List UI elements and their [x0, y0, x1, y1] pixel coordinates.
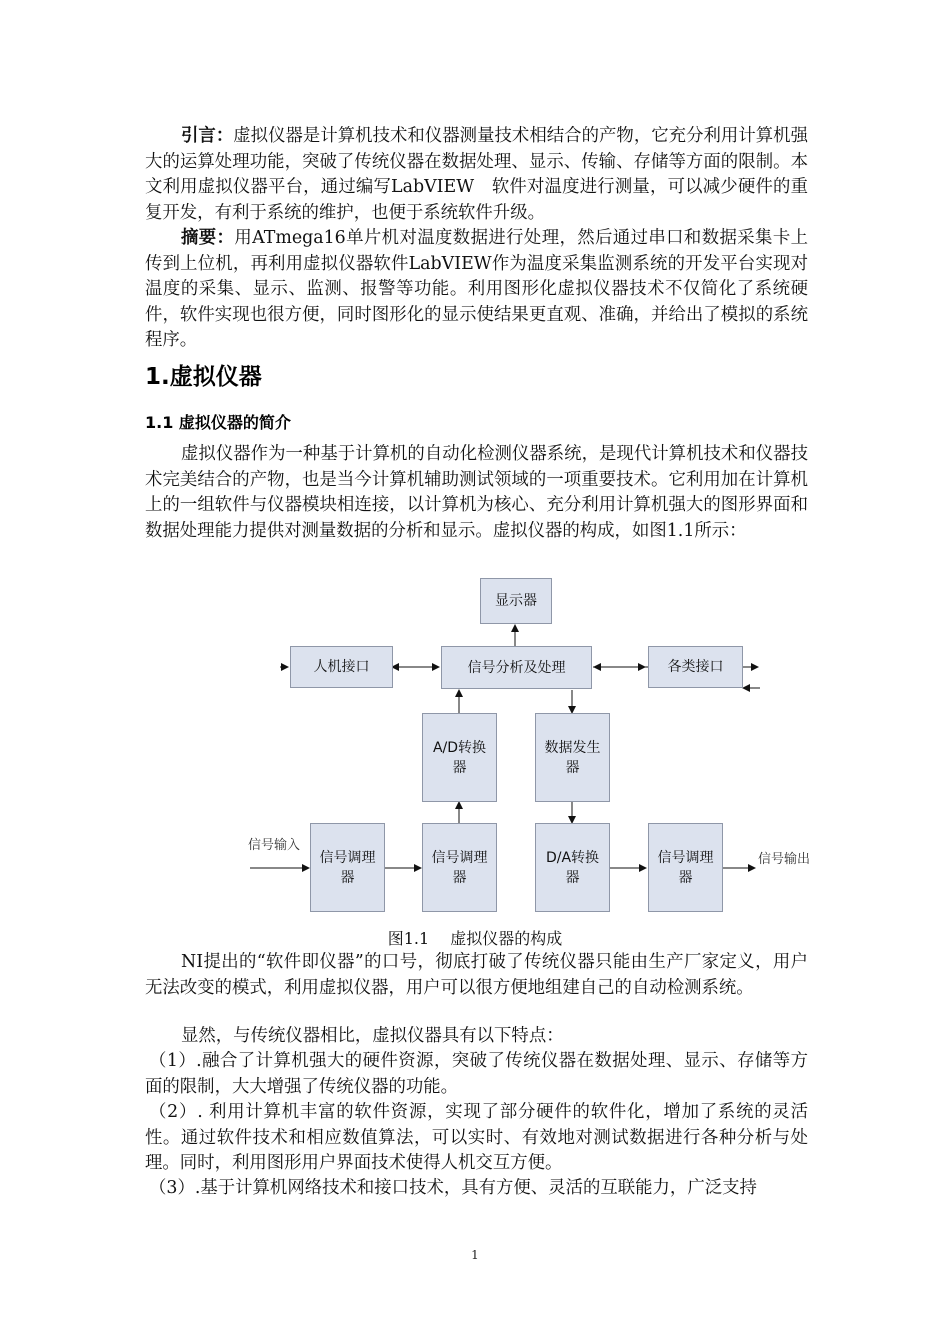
feature-item-2: （2）. 利用计算机丰富的软件资源，实现了部分硬件的软件化，增加了系统的灵活性。通过软件技术和相应数值算法，可以实时、有效地对测试数据进行各种分析与处理。同时，利用图形用户界面技术使得人机交互方便。: [145, 1102, 808, 1173]
page-number: 1: [471, 1248, 479, 1262]
virtual-instrument-diagram: [240, 572, 820, 922]
body-paragraph-2: NI提出的“软件即仪器”的口号，彻底打破了传统仪器只能由生产厂家定义，用户无法改变的模式，利用虚拟仪器，用户可以很方便地组建自己的自动检测系统。: [145, 952, 808, 998]
subsection-heading: 1.1 虚拟仪器的简介: [145, 413, 291, 432]
data-generator-box: 数据发生器: [535, 713, 610, 802]
signal-output-label: 信号输出: [758, 852, 811, 867]
body-paragraph-3: 显然，与传统仪器相比，虚拟仪器具有以下特点：: [181, 1026, 564, 1046]
feature-item-1: （1）.融合了计算机强大的硬件资源，突破了传统仪器在数据处理、显示、存储等方面的限制，大大增强了传统仪器的功能。: [145, 1051, 808, 1097]
hmi-box: 人机接口: [290, 646, 393, 688]
intro-lead: 引言：: [181, 126, 234, 146]
section-heading: 1.虚拟仪器: [145, 364, 262, 390]
signal-conditioner-in-1: 信号调理器: [310, 823, 385, 912]
feature-item-3: （3）.基于计算机网络技术和接口技术，具有方便、灵活的互联能力，广泛支持: [149, 1178, 757, 1198]
signal-conditioner-in-2: 信号调理器: [422, 823, 497, 912]
intro-text: 虚拟仪器是计算机技术和仪器测量技术相结合的产物，它充分利用计算机强大的运算处理功能，突破了传统仪器在数据处理、显示、传输、存储等方面的限制。本文利用虚拟仪器平台，通过编写LabVIEW 软件对温度进行测量，可以减少硬件的重复开发，有利于系统的维护，也便于系统软件升级。: [145, 126, 808, 223]
abstract-text: 用ATmega16单片机对温度数据进行处理，然后通过串口和数据采集卡上传到上位机，再利用虚拟仪器软件LabVIEW作为温度采集监测系统的开发平台实现对温度的采集、显示、监测、报警等功能。利用图形化虚拟仪器技术不仅简化了系统硬件，软件实现也很方便，同时图形化的显示使结果更直观、准确，并给出了模拟的系统程序。: [145, 228, 808, 350]
intro-paragraph: [145, 124, 808, 226]
display-box: 显示器: [480, 578, 552, 624]
signal-processing-box: 信号分析及处理: [441, 646, 592, 689]
figure-caption: 图1.1 虚拟仪器的构成: [387, 929, 563, 948]
signal-input-label: 信号输入: [248, 838, 301, 853]
signal-conditioner-out: 信号调理器: [648, 823, 723, 912]
body-paragraph: 虚拟仪器作为一种基于计算机的自动化检测仪器系统，是现代计算机技术和仪器技术完美结合的产物，也是当今计算机辅助测试领域的一项重要技术。它利用加在计算机上的一组软件与仪器模块相连接，以计算机为核心、充分利用计算机强大的图形界面和数据处理能力提供对测量数据的分析和显示。虚拟仪器的构成，如图1.1所示：: [145, 444, 808, 541]
adc-box: A/D转换器: [422, 713, 497, 802]
dac-box: D/A转换器: [535, 823, 610, 912]
abstract-paragraph: [145, 226, 808, 354]
abstract-lead: 摘要：: [181, 228, 235, 248]
interfaces-box: 各类接口: [648, 646, 743, 688]
